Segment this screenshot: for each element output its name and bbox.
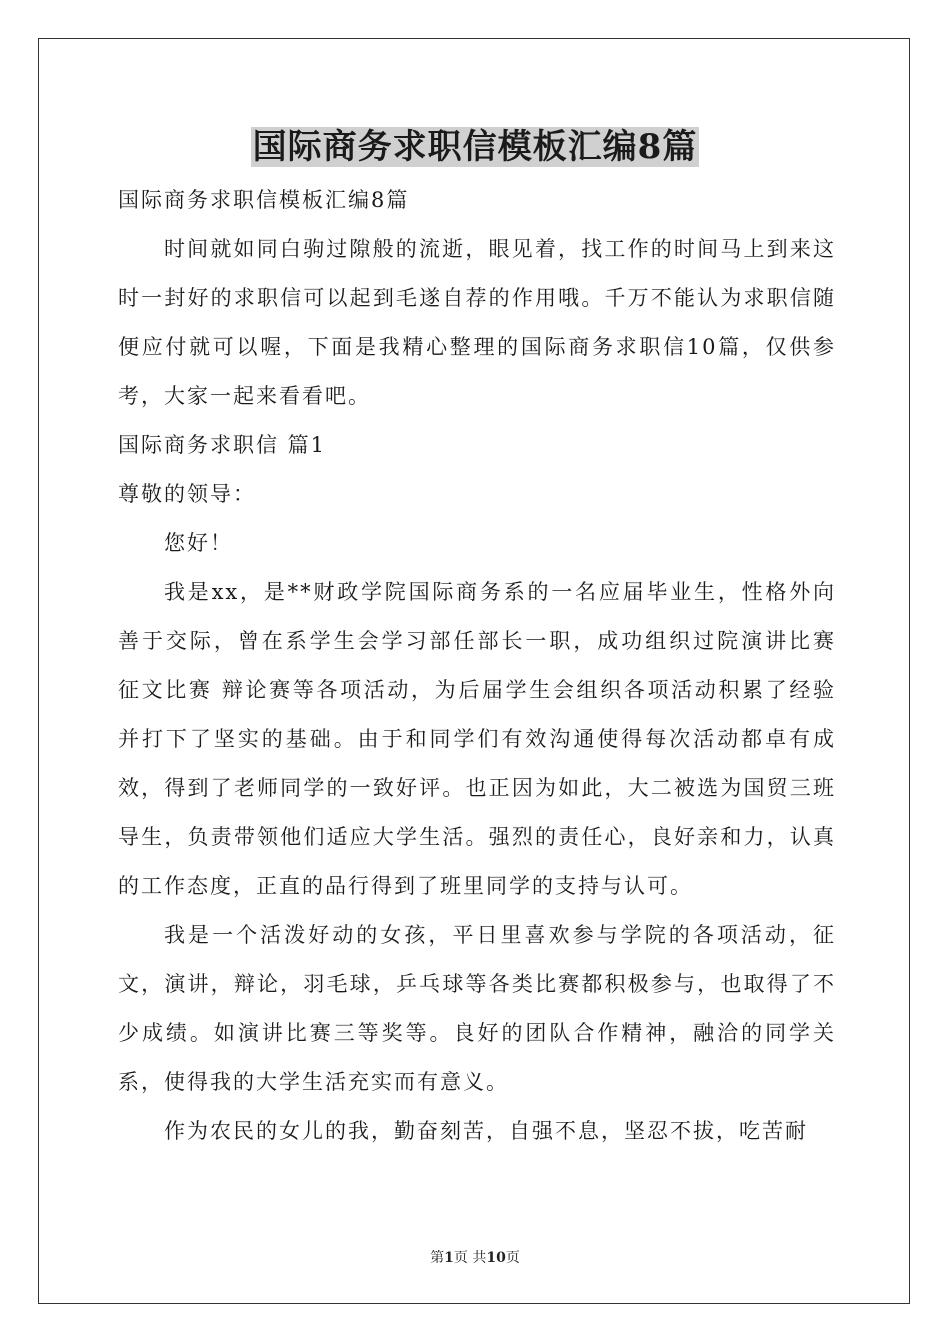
intro-paragraph: 时间就如同白驹过隙般的流逝，眼见着，找工作的时间马上到来这时一封好的求职信可以起到毛遂自荐的作用哦。千万不能认为求职信随便应付就可以喔，下面是我精心整理的国际商务求职信10篇，仅供参考，大家一起来看看吧。 <box>118 237 836 408</box>
page-current: 1 <box>444 1250 454 1266</box>
subtitle-paragraph: 国际商务求职信模板汇编8篇 <box>118 188 410 212</box>
page-suffix: 页 <box>505 1250 520 1266</box>
document-title <box>0 124 950 170</box>
section-heading: 国际商务求职信 篇1 <box>118 433 327 457</box>
greeting: 您好！ <box>164 531 233 555</box>
page-prefix: 第 <box>430 1250 445 1266</box>
page-total: 10 <box>486 1250 506 1266</box>
page-mid: 页 共 <box>453 1250 487 1266</box>
body-paragraph: 作为农民的女儿的我，勤奋刻苦，自强不息，坚忍不拔，吃苦耐 <box>164 1119 808 1143</box>
document-body <box>118 176 836 1156</box>
body-paragraph: 我是xx，是**财政学院国际商务系的一名应届毕业生，性格外向善于交际，曾在系学生会学习部任部长一职，成功组织过院演讲比赛 征文比赛 辩论赛等各项活动，为后届学生会组织各项活动积累了经验并打下了坚实的基础。由于和同学们有效沟通使得每次活动都卓有成效，得到了老师同学的一致好评。也正因为如此，大二被选为国贸三班导生，负责带领他们适应大学生活。强烈的责任心，良好亲和力，认真的工作态度，正直的品行得到了班里同学的支持与认可。 <box>118 580 836 898</box>
page-footer <box>0 1248 950 1268</box>
salutation: 尊敬的领导： <box>118 482 256 506</box>
body-paragraph: 我是一个活泼好动的女孩，平日里喜欢参与学院的各项活动，征文，演讲，辩论，羽毛球，乒乓球等各类比赛都积极参与，也取得了不少成绩。如演讲比赛三等奖等。良好的团队合作精神，融洽的同学关系，使得我的大学生活充实而有意义。 <box>118 923 836 1094</box>
document-title-text: 国际商务求职信模板汇编8篇 <box>252 127 698 167</box>
